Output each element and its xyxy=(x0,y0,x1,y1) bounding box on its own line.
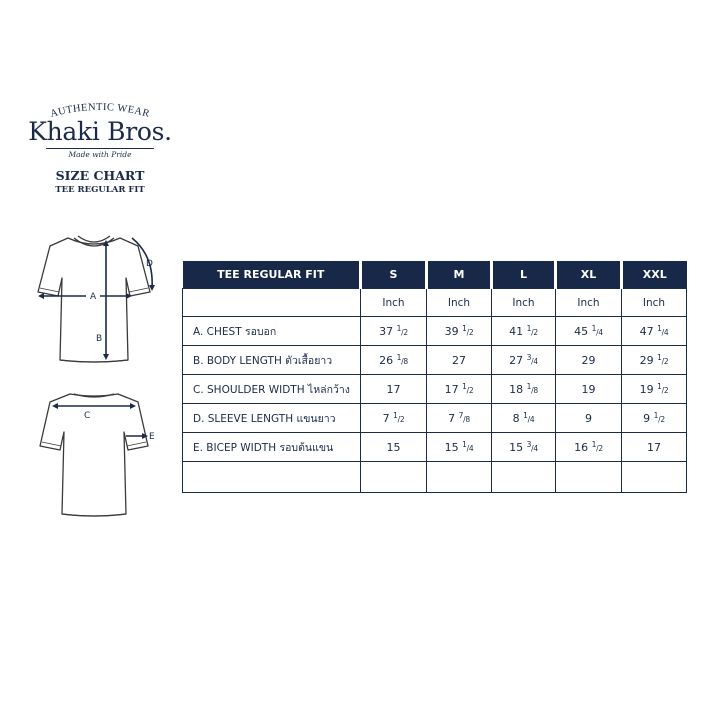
value-whole: 27 xyxy=(509,354,524,367)
fraction-denominator: 8 xyxy=(403,357,408,366)
measurement-value xyxy=(492,375,556,404)
fraction-numerator: 1 xyxy=(657,324,662,333)
page-subtitle: TEE REGULAR FIT xyxy=(55,185,145,195)
fraction-denominator: 2 xyxy=(663,386,669,395)
unit-cell: Inch xyxy=(492,289,556,317)
header-size-xl: XL xyxy=(556,261,622,289)
value-fraction: $^1$/2 xyxy=(393,411,405,424)
brand-logo xyxy=(0,98,200,195)
value-whole: 47 xyxy=(639,325,654,338)
fraction-numerator: 1 xyxy=(462,382,467,391)
header-size-m: M xyxy=(427,261,492,289)
measurement-value xyxy=(622,375,687,404)
measurement-value xyxy=(427,433,492,462)
fraction-denominator: 4 xyxy=(533,444,538,453)
fraction-denominator: 2 xyxy=(533,328,538,337)
empty-cell xyxy=(622,462,687,493)
label-a: A xyxy=(90,292,97,302)
value-whole: 29 xyxy=(581,353,596,367)
value-fraction: $^7$/8 xyxy=(458,411,470,424)
table-row xyxy=(183,346,687,375)
measurement-value xyxy=(622,404,687,433)
fraction-denominator: 2 xyxy=(660,415,665,424)
fraction-numerator: 1 xyxy=(526,382,532,391)
fraction-numerator: 1 xyxy=(396,353,402,362)
value-fraction: $^1$/2 xyxy=(462,324,474,337)
fraction-numerator: 1 xyxy=(462,324,467,333)
value-whole: 45 xyxy=(574,325,589,338)
fraction-numerator: 3 xyxy=(526,353,532,362)
fraction-denominator: 2 xyxy=(598,444,603,453)
measurement-value xyxy=(427,317,492,346)
empty-row xyxy=(183,462,687,493)
label-b: B xyxy=(96,334,103,344)
value-whole: 39 xyxy=(444,325,459,338)
value-whole: 17 xyxy=(386,382,401,396)
fraction-numerator: 3 xyxy=(526,440,532,449)
fraction-denominator: 8 xyxy=(465,415,470,424)
value-fraction: $^1$/2 xyxy=(526,324,538,337)
header-fit: TEE REGULAR FIT xyxy=(183,261,361,289)
value-whole: 41 xyxy=(509,325,524,338)
fraction-numerator: 1 xyxy=(591,440,597,449)
value-fraction: $^1$/8 xyxy=(396,353,408,366)
value-fraction: $^1$/2 xyxy=(591,440,603,453)
value-fraction: $^1$/8 xyxy=(526,382,538,395)
units-row xyxy=(183,289,687,317)
empty-cell xyxy=(556,462,622,493)
fraction-denominator: 4 xyxy=(533,357,538,366)
size-chart-table xyxy=(182,261,687,493)
measurement-label: E. BICEP WIDTH รอบต้นแขน xyxy=(183,433,361,462)
measurement-value xyxy=(556,404,622,433)
empty-cell xyxy=(427,462,492,493)
value-whole: 7 xyxy=(448,412,456,425)
brand-rule xyxy=(46,148,154,149)
measurement-value xyxy=(556,346,622,375)
fraction-numerator: 1 xyxy=(591,324,597,333)
label-d: D xyxy=(146,259,153,269)
measurement-value xyxy=(361,346,427,375)
value-fraction: $^3$/4 xyxy=(526,440,538,453)
value-fraction: $^1$/2 xyxy=(657,382,669,395)
fraction-denominator: 2 xyxy=(403,328,408,337)
table-row xyxy=(183,317,687,346)
measurement-value xyxy=(622,433,687,462)
front-tshirt-diagram xyxy=(30,228,160,368)
header-size-xxl: XXL xyxy=(622,261,687,289)
fraction-numerator: 7 xyxy=(458,411,464,420)
measurement-value xyxy=(492,433,556,462)
empty-cell xyxy=(492,462,556,493)
value-fraction: $^3$/4 xyxy=(526,353,538,366)
unit-cell: Inch xyxy=(622,289,687,317)
measurement-value xyxy=(556,375,622,404)
measurement-label: B. BODY LENGTH ตัวเสื้อยาว xyxy=(183,346,361,375)
value-fraction: $^1$/2 xyxy=(462,382,474,395)
table-row xyxy=(183,433,687,462)
unit-cell: Inch xyxy=(361,289,427,317)
value-whole: 8 xyxy=(512,412,520,425)
fraction-denominator: 2 xyxy=(663,357,669,366)
fraction-numerator: 1 xyxy=(526,324,532,333)
page-title: SIZE CHART xyxy=(55,168,145,183)
label-c: C xyxy=(84,411,91,421)
measurement-value xyxy=(427,346,492,375)
measurement-value xyxy=(492,404,556,433)
value-whole: 15 xyxy=(386,440,401,454)
unit-cell xyxy=(183,289,361,317)
measurement-value xyxy=(622,346,687,375)
header-size-l: L xyxy=(492,261,556,289)
value-whole: 26 xyxy=(379,354,394,367)
measurement-value xyxy=(361,375,427,404)
measurement-value xyxy=(361,433,427,462)
fraction-denominator: 2 xyxy=(468,386,474,395)
measurement-value xyxy=(556,317,622,346)
fraction-denominator: 8 xyxy=(533,386,538,395)
measurement-value xyxy=(556,433,622,462)
value-fraction: $^1$/4 xyxy=(657,324,669,337)
value-whole: 18 xyxy=(509,383,524,396)
brand-name: Khaki Bros. xyxy=(28,117,172,146)
measurement-value xyxy=(492,346,556,375)
table-row xyxy=(183,375,687,404)
fraction-numerator: 1 xyxy=(396,324,402,333)
value-whole: 9 xyxy=(585,411,592,425)
fraction-denominator: 2 xyxy=(468,328,474,337)
fraction-denominator: 2 xyxy=(399,415,405,424)
fraction-denominator: 4 xyxy=(468,444,474,453)
measurement-value xyxy=(361,404,427,433)
fraction-numerator: 1 xyxy=(523,411,528,420)
header-size-s: S xyxy=(361,261,427,289)
value-whole: 16 xyxy=(574,441,589,454)
unit-cell: Inch xyxy=(427,289,492,317)
fraction-numerator: 1 xyxy=(657,382,662,391)
brand-tagline: Made with Pride xyxy=(68,150,132,159)
value-whole: 19 xyxy=(581,382,596,396)
measurement-value xyxy=(622,317,687,346)
measurement-label: D. SLEEVE LENGTH แขนยาว xyxy=(183,404,361,433)
measurement-label: C. SHOULDER WIDTH ไหล่กว้าง xyxy=(183,375,361,404)
value-whole: 15 xyxy=(444,441,459,454)
value-fraction: $^1$/2 xyxy=(396,324,408,337)
label-e: E xyxy=(149,432,155,442)
value-whole: 15 xyxy=(509,441,524,454)
value-whole: 19 xyxy=(639,383,654,396)
value-whole: 29 xyxy=(639,354,654,367)
value-whole: 37 xyxy=(379,325,394,338)
table-row xyxy=(183,404,687,433)
fraction-denominator: 4 xyxy=(529,415,535,424)
svg-text:AUTHENTIC WEAR: AUTHENTIC WEAR xyxy=(49,101,151,120)
empty-cell xyxy=(361,462,427,493)
value-whole: 17 xyxy=(647,440,661,454)
value-whole: 27 xyxy=(452,353,466,367)
back-tshirt-diagram xyxy=(30,386,160,526)
measurement-value xyxy=(492,317,556,346)
measurement-value xyxy=(361,317,427,346)
value-whole: 7 xyxy=(382,412,390,425)
value-whole: 17 xyxy=(444,383,459,396)
fraction-numerator: 1 xyxy=(393,411,398,420)
unit-cell: Inch xyxy=(556,289,622,317)
fraction-denominator: 4 xyxy=(663,328,669,337)
fraction-numerator: 1 xyxy=(657,353,662,362)
measurement-label: A. CHEST รอบอก xyxy=(183,317,361,346)
fraction-numerator: 1 xyxy=(462,440,467,449)
value-fraction: $^1$/2 xyxy=(653,411,665,424)
fraction-numerator: 1 xyxy=(653,411,659,420)
value-whole: 9 xyxy=(643,412,651,425)
value-fraction: $^1$/4 xyxy=(523,411,535,424)
empty-cell xyxy=(183,462,361,493)
measurement-value xyxy=(427,375,492,404)
value-fraction: $^1$/4 xyxy=(462,440,474,453)
table-header-row xyxy=(183,261,687,289)
measurement-value xyxy=(427,404,492,433)
fraction-denominator: 4 xyxy=(598,328,603,337)
value-fraction: $^1$/4 xyxy=(591,324,603,337)
value-fraction: $^1$/2 xyxy=(657,353,669,366)
